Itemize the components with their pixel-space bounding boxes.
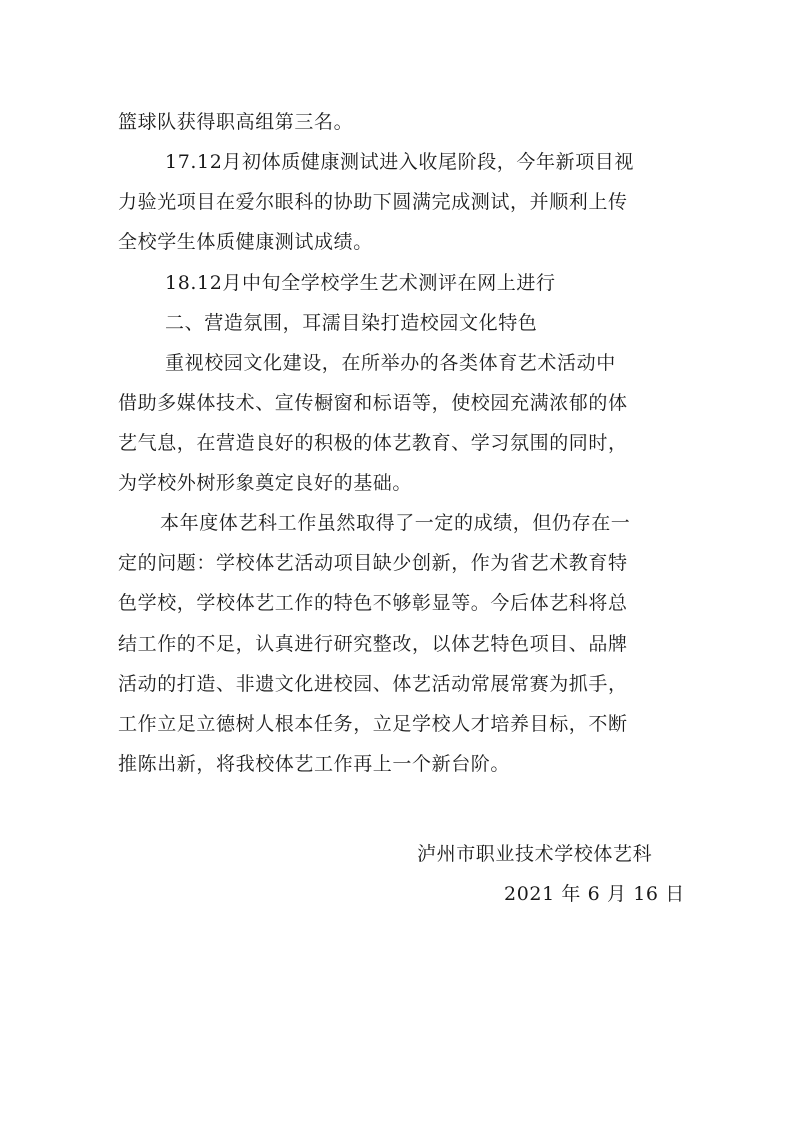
text-line: 为学校外树形象奠定良好的基础。	[118, 472, 413, 494]
text-line: 推陈出新，将我校体艺工作再上一个新台阶。	[118, 753, 511, 775]
signature: 泸州市职业技术学校体艺科	[417, 843, 653, 865]
text-line: 17.12月初体质健康测试进入收尾阶段，今年新项目视	[165, 151, 634, 173]
text-line: 活动的打造、非遗文化进校园、体艺活动常展常赛为抓手，	[118, 673, 628, 695]
text-line: 本年度体艺科工作虽然取得了一定的成绩，但仍存在一	[160, 512, 631, 534]
text-line: 结工作的不足，认真进行研究整改，以体艺特色项目、品牌	[118, 633, 628, 655]
text-line: 18.12月中旬全学校学生艺术测评在网上进行	[165, 272, 556, 294]
text-line: 重视校园文化建设，在所举办的各类体育艺术活动中	[165, 352, 616, 374]
text-line: 借助多媒体技术、宣传橱窗和标语等，使校园充满浓郁的体	[118, 392, 628, 414]
text-line: 定的问题：学校体艺活动项目缺少创新，作为省艺术教育特	[118, 552, 628, 574]
text-line: 色学校，学校体艺工作的特色不够彰显等。今后体艺科将总	[118, 592, 628, 614]
text-line: 全校学生体质健康测试成绩。	[118, 231, 373, 253]
section-heading: 二、营造氛围，耳濡目染打造校园文化特色	[165, 312, 538, 334]
text-line: 力验光项目在爱尔眼科的协助下圆满完成测试，并顺利上传	[118, 191, 628, 213]
text-line: 篮球队获得职高组第三名。	[118, 111, 354, 133]
text-line: 工作立足立德树人根本任务，立足学校人才培养目标，不断	[118, 713, 628, 735]
date: 2021 年 6 月 16 日	[504, 883, 685, 905]
text-line: 艺气息，在营造良好的积极的体艺教育、学习氛围的同时，	[118, 432, 628, 454]
